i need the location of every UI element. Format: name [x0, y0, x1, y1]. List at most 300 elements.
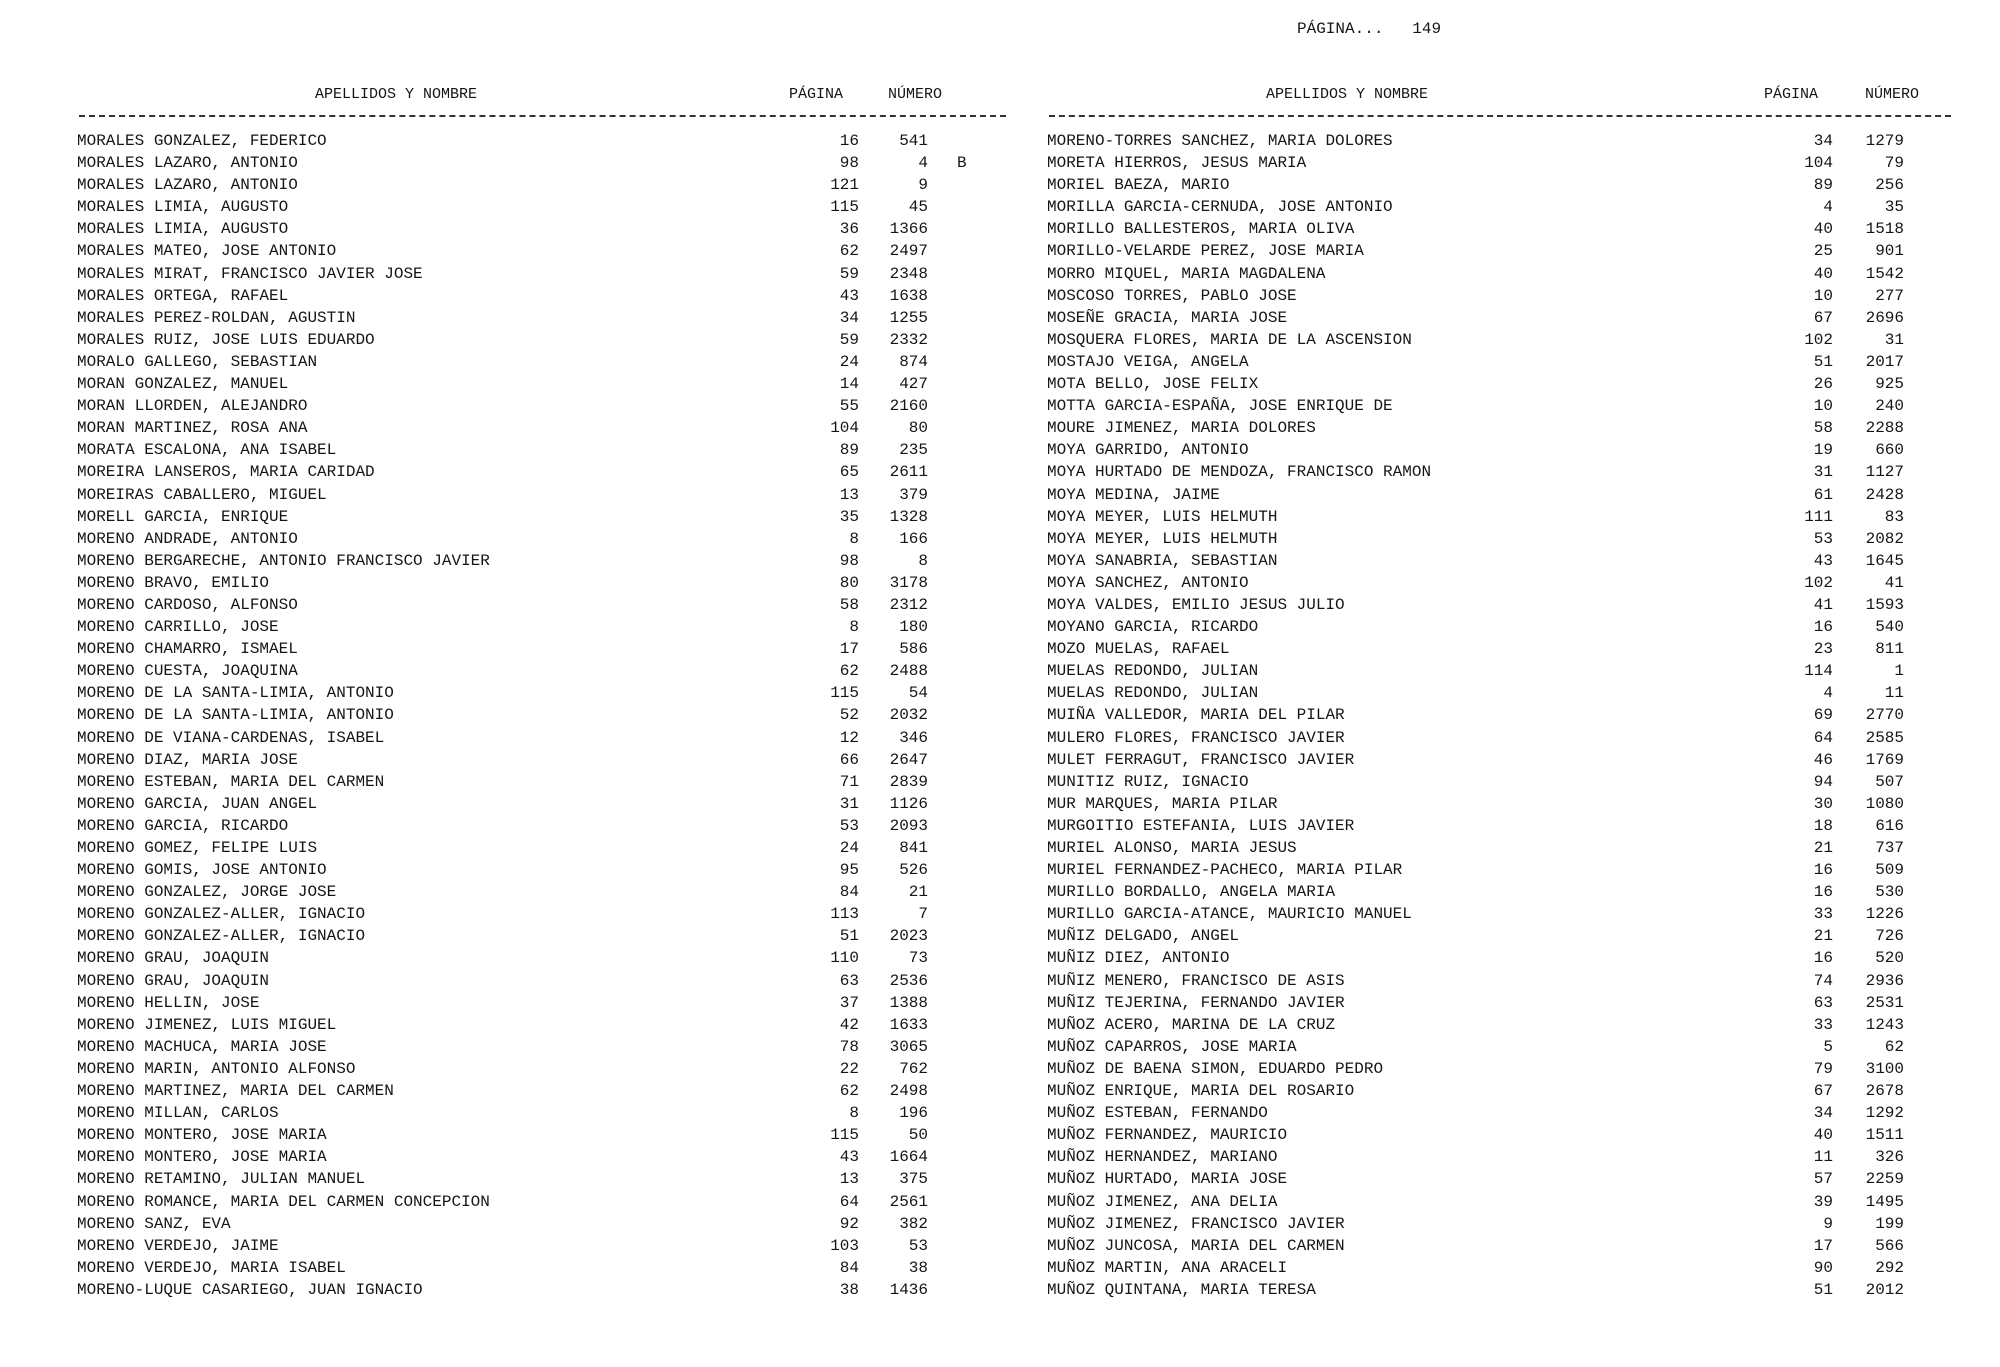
entry-number: 1511	[1865, 1126, 1904, 1145]
entry-page: 21	[1813, 839, 1833, 857]
entry-number: 2428	[1865, 485, 1904, 504]
entry-number: 841	[899, 839, 928, 857]
entry-number: 1388	[889, 993, 928, 1012]
entry-name: MORENO MONTERO, JOSE MARIA	[77, 1148, 327, 1167]
page-number-header	[1297, 20, 1441, 38]
right-divider	[1049, 115, 1951, 117]
entry-page: 5	[1823, 1037, 1833, 1056]
entry-name: MUÑOZ ESTEBAN, FERNANDO	[1047, 1104, 1268, 1123]
entry-page: 51	[1813, 1280, 1833, 1299]
entry-name: MORENO CUESTA, JOAQUINA	[77, 662, 298, 681]
entry-number: 382	[899, 1214, 928, 1233]
entry-name: MORAN GONZALEZ, MANUEL	[77, 375, 289, 394]
page-number: 149	[1412, 20, 1442, 38]
entry-page: 10	[1813, 397, 1833, 416]
entry-page: 51	[1813, 352, 1833, 371]
entry-page: 90	[1813, 1258, 1833, 1277]
entry-name: MORENO VERDEJO, MARIA ISABEL	[77, 1258, 346, 1277]
entry-number: 2023	[889, 927, 928, 946]
entry-name: MORENO MARIN, ANTONIO ALFONSO	[77, 1059, 356, 1078]
entry-number: 2012	[1865, 1280, 1904, 1299]
entry-number: 3100	[1865, 1059, 1904, 1078]
entry-number: 7	[918, 905, 928, 924]
entry-name: MORENO GARCIA, RICARDO	[77, 816, 289, 835]
entry-number: 530	[1875, 883, 1904, 902]
entry-page: 25	[1813, 242, 1833, 261]
entry-name: MORENO CHAMARRO, ISMAEL	[77, 640, 298, 659]
entry-number: 196	[899, 1104, 928, 1123]
entry-number: 79	[1884, 154, 1904, 173]
entry-name: MORALES LAZARO, ANTONIO	[77, 154, 298, 173]
entry-number: 31	[1884, 330, 1904, 349]
entry-page: 121	[830, 176, 859, 195]
entry-page: 111	[1804, 507, 1833, 526]
entry-name: MURIEL ALONSO, MARIA JESUS	[1047, 839, 1297, 857]
entry-page: 61	[1813, 485, 1833, 504]
entry-number: 566	[1875, 1236, 1904, 1255]
entry-name: MUÑIZ DIEZ, ANTONIO	[1047, 949, 1230, 968]
entry-name: MORENO ANDRADE, ANTONIO	[77, 529, 298, 548]
entry-number: 1664	[889, 1148, 928, 1167]
left-header-number: NÚMERO	[888, 86, 943, 103]
entry-page: 66	[839, 750, 859, 769]
entry-number: 80	[908, 419, 928, 438]
entry-page: 78	[839, 1037, 859, 1056]
entry-number: 2647	[889, 750, 928, 769]
entry-page: 43	[839, 1148, 859, 1167]
entry-number: 1279	[1865, 132, 1904, 150]
entry-name: MORENO GONZALEZ-ALLER, IGNACIO	[77, 905, 366, 924]
entry-page: 8	[849, 1104, 859, 1123]
entry-name: MORENO GRAU, JOAQUIN	[77, 971, 270, 990]
entry-name: MOZO MUELAS, RAFAEL	[1047, 640, 1230, 659]
entry-number: 2312	[889, 595, 928, 614]
entry-name: MORENO MACHUCA, MARIA JOSE	[77, 1037, 327, 1056]
entry-page: 51	[839, 927, 859, 946]
entry-number: 1226	[1865, 905, 1904, 924]
entry-name: MOSCOSO TORRES, PABLO JOSE	[1047, 286, 1297, 305]
entry-page: 71	[839, 772, 859, 791]
entry-number: 925	[1875, 375, 1904, 394]
entry-name: MULET FERRAGUT, FRANCISCO JAVIER	[1047, 750, 1355, 769]
entry-mark: B	[957, 154, 967, 173]
entry-name: MORENO MILLAN, CARLOS	[77, 1104, 279, 1123]
entry-page: 102	[1804, 330, 1833, 349]
entry-number: 616	[1875, 816, 1904, 835]
entry-page: 16	[1813, 883, 1833, 902]
entry-page: 115	[830, 1126, 859, 1145]
page-label: PÁGINA...	[1297, 20, 1384, 38]
entry-number: 427	[899, 375, 928, 394]
right-header-name: APELLIDOS Y NOMBRE	[1266, 86, 1429, 103]
entry-name: MOREIRAS CABALLERO, MIGUEL	[77, 485, 327, 504]
entry-name: MORALES PEREZ-ROLDAN, AGUSTIN	[77, 308, 356, 327]
entry-name: MUÑOZ ACERO, MARINA DE LA CRUZ	[1047, 1015, 1336, 1034]
entry-number: 326	[1875, 1148, 1904, 1167]
entry-number: 1645	[1865, 551, 1904, 570]
entry-name: MORALES MIRAT, FRANCISCO JAVIER JOSE	[77, 264, 423, 283]
entry-name: MORENO CARRILLO, JOSE	[77, 618, 279, 637]
entry-page: 59	[839, 330, 859, 349]
entry-number: 1255	[889, 308, 928, 327]
entry-number: 2696	[1865, 308, 1904, 327]
entry-page: 31	[1813, 463, 1833, 482]
entry-number: 2497	[889, 242, 928, 261]
entry-page: 24	[839, 352, 859, 371]
entry-name: MORENO VERDEJO, JAIME	[77, 1236, 279, 1255]
entry-page: 38	[839, 1280, 859, 1299]
entry-name: MORENO HELLIN, JOSE	[77, 993, 260, 1012]
entry-page: 16	[1813, 949, 1833, 968]
entry-page: 36	[839, 220, 859, 239]
entry-number: 45	[908, 198, 928, 217]
entry-page: 84	[839, 1258, 859, 1277]
entry-number: 737	[1875, 839, 1904, 857]
left-header-page: PÁGINA	[789, 86, 844, 103]
entry-name: MOYA MEDINA, JAIME	[1047, 485, 1220, 504]
entry-name: MOYA MEYER, LUIS HELMUTH	[1047, 507, 1278, 526]
entry-name: MUÑOZ DE BAENA SIMON, EDUARDO PEDRO	[1047, 1059, 1384, 1078]
entry-number: 1769	[1865, 750, 1904, 769]
entry-page: 59	[839, 264, 859, 283]
entry-number: 1127	[1865, 463, 1904, 482]
entry-number: 1436	[889, 1280, 928, 1299]
entry-name: MORENO GOMEZ, FELIPE LUIS	[77, 839, 318, 857]
entry-name: MOYA MEYER, LUIS HELMUTH	[1047, 529, 1278, 548]
entry-number: 166	[899, 529, 928, 548]
entry-number: 2536	[889, 971, 928, 990]
entry-number: 762	[899, 1059, 928, 1078]
entry-name: MORENO DE LA SANTA-LIMIA, ANTONIO	[77, 706, 394, 725]
entry-name: MUÑOZ QUINTANA, MARIA TERESA	[1047, 1280, 1316, 1299]
entry-name: MURILLO GARCIA-ATANCE, MAURICIO MANUEL	[1047, 905, 1412, 924]
entry-page: 62	[839, 662, 859, 681]
entry-number: 2082	[1865, 529, 1904, 548]
entry-name: MORENO GRAU, JOAQUIN	[77, 949, 270, 968]
entry-name: MORALES ORTEGA, RAFAEL	[77, 286, 289, 305]
entry-name: MORILLO-VELARDE PEREZ, JOSE MARIA	[1047, 242, 1364, 261]
entry-name: MORRO MIQUEL, MARIA MAGDALENA	[1047, 264, 1326, 283]
right-header-number: NÚMERO	[1865, 86, 1920, 103]
entry-number: 586	[899, 640, 928, 659]
entry-number: 2160	[889, 397, 928, 416]
entry-page: 40	[1813, 264, 1833, 283]
entry-page: 64	[839, 1192, 859, 1211]
entry-page: 8	[849, 618, 859, 637]
entry-page: 58	[1813, 419, 1833, 438]
entry-name: MOSQUERA FLORES, MARIA DE LA ASCENSION	[1047, 330, 1412, 349]
entry-page: 24	[839, 839, 859, 857]
entry-number: 256	[1875, 176, 1904, 195]
entry-page: 43	[839, 286, 859, 305]
entry-page: 62	[839, 1082, 859, 1101]
entry-number: 1495	[1865, 1192, 1904, 1211]
entry-page: 94	[1813, 772, 1833, 791]
entry-page: 8	[849, 529, 859, 548]
entry-number: 811	[1875, 640, 1904, 659]
entry-number: 874	[899, 352, 928, 371]
entry-name: MORILLA GARCIA-CERNUDA, JOSE ANTONIO	[1047, 198, 1393, 217]
entry-page: 34	[1813, 1104, 1833, 1123]
entry-page: 89	[839, 441, 859, 460]
entry-number: 180	[899, 618, 928, 637]
entry-page: 69	[1813, 706, 1833, 725]
entry-number: 83	[1884, 507, 1904, 526]
entry-page: 33	[1813, 905, 1833, 924]
entry-name: MUÑOZ JIMENEZ, ANA DELIA	[1047, 1192, 1278, 1211]
entry-number: 21	[908, 883, 928, 902]
entry-name: MORENO GONZALEZ-ALLER, IGNACIO	[77, 927, 366, 946]
entry-page: 104	[830, 419, 859, 438]
entry-number: 2017	[1865, 352, 1904, 371]
entry-number: 2488	[889, 662, 928, 681]
entry-name: MORILLO BALLESTEROS, MARIA OLIVA	[1047, 220, 1355, 239]
entry-page: 34	[839, 308, 859, 327]
entry-page: 63	[1813, 993, 1833, 1012]
entry-name: MUELAS REDONDO, JULIAN	[1047, 684, 1259, 703]
entry-number: 62	[1884, 1037, 1904, 1056]
entry-page: 4	[1823, 198, 1833, 217]
entry-page: 98	[839, 154, 859, 173]
entry-number: 2585	[1865, 728, 1904, 747]
entry-name: MORENO JIMENEZ, LUIS MIGUEL	[77, 1015, 337, 1034]
left-divider	[79, 115, 1006, 117]
entry-number: 2348	[889, 264, 928, 283]
entry-name: MORENO RETAMINO, JULIAN MANUEL	[77, 1170, 366, 1189]
entry-number: 2678	[1865, 1082, 1904, 1101]
entry-page: 67	[1813, 1082, 1833, 1101]
entry-name: MUÑOZ MARTIN, ANA ARACELI	[1047, 1258, 1288, 1277]
entry-number: 1366	[889, 220, 928, 239]
entry-page: 64	[1813, 728, 1833, 747]
entry-name: MOTA BELLO, JOSE FELIX	[1047, 375, 1259, 394]
entry-number: 199	[1875, 1214, 1904, 1233]
entry-number: 541	[899, 132, 928, 150]
entry-name: MUÑOZ ENRIQUE, MARIA DEL ROSARIO	[1047, 1082, 1355, 1101]
entry-number: 660	[1875, 441, 1904, 460]
entry-page: 31	[839, 794, 859, 813]
entry-name: MORETA HIERROS, JESUS MARIA	[1047, 154, 1307, 173]
right-header-page: PÁGINA	[1764, 86, 1819, 103]
entry-page: 41	[1813, 595, 1833, 614]
entry-name: MORENO GONZALEZ, JORGE JOSE	[77, 883, 337, 902]
entry-number: 379	[899, 485, 928, 504]
entry-page: 114	[1804, 662, 1833, 681]
entry-page: 4	[1823, 684, 1833, 703]
entry-number: 54	[908, 684, 928, 703]
entry-name: MUÑOZ CAPARROS, JOSE MARIA	[1047, 1037, 1297, 1056]
entry-page: 92	[839, 1214, 859, 1233]
entry-name: MORENO MONTERO, JOSE MARIA	[77, 1126, 327, 1145]
entry-name: MORALES LIMIA, AUGUSTO	[77, 220, 289, 239]
entry-page: 53	[1813, 529, 1833, 548]
entry-page: 16	[839, 132, 859, 150]
entry-name: MOYA GARRIDO, ANTONIO	[1047, 441, 1249, 460]
entry-number: 3065	[889, 1037, 928, 1056]
entry-number: 1518	[1865, 220, 1904, 239]
entry-number: 50	[908, 1126, 928, 1145]
entry-number: 526	[899, 861, 928, 880]
entry-name: MUR MARQUES, MARIA PILAR	[1047, 794, 1278, 813]
entry-number: 292	[1875, 1258, 1904, 1277]
entry-page: 74	[1813, 971, 1833, 990]
entry-number: 1633	[889, 1015, 928, 1034]
entry-number: 2498	[889, 1082, 928, 1101]
entry-page: 79	[1813, 1059, 1833, 1078]
entry-name: MORALES LIMIA, AUGUSTO	[77, 198, 289, 217]
entry-page: 80	[839, 573, 859, 592]
entry-page: 62	[839, 242, 859, 261]
entry-name: MORAN LLORDEN, ALEJANDRO	[77, 397, 308, 416]
entry-name: MURIEL FERNANDEZ-PACHECO, MARIA PILAR	[1047, 861, 1403, 880]
entry-page: 115	[830, 198, 859, 217]
entry-page: 103	[830, 1236, 859, 1255]
entry-number: 901	[1875, 242, 1904, 261]
entry-page: 18	[1813, 816, 1833, 835]
entry-number: 53	[908, 1236, 928, 1255]
entry-name: MUÑOZ FERNANDEZ, MAURICIO	[1047, 1126, 1288, 1145]
entry-page: 98	[839, 551, 859, 570]
entry-page: 89	[1813, 176, 1833, 195]
entry-number: 1328	[889, 507, 928, 526]
entry-page: 40	[1813, 220, 1833, 239]
entry-number: 509	[1875, 861, 1904, 880]
entry-number: 1292	[1865, 1104, 1904, 1123]
entry-number: 2936	[1865, 971, 1904, 990]
entry-name: MUÑOZ HURTADO, MARIA JOSE	[1047, 1170, 1288, 1189]
entry-number: 726	[1875, 927, 1904, 946]
entry-number: 9	[918, 176, 928, 195]
entry-name: MORENO ESTEBAN, MARIA DEL CARMEN	[77, 772, 385, 791]
entry-page: 9	[1823, 1214, 1833, 1233]
entry-name: MORENO DIAZ, MARIA JOSE	[77, 750, 298, 769]
entry-page: 11	[1813, 1148, 1833, 1167]
entry-page: 57	[1813, 1170, 1833, 1189]
entry-page: 43	[1813, 551, 1833, 570]
entry-number: 8	[918, 551, 928, 570]
entry-page: 39	[1813, 1192, 1833, 1211]
entry-name: MOSTAJO VEIGA, ANGELA	[1047, 352, 1249, 371]
entry-page: 14	[839, 375, 859, 394]
entry-name: MUIÑA VALLEDOR, MARIA DEL PILAR	[1047, 706, 1345, 725]
entry-number: 375	[899, 1170, 928, 1189]
entry-page: 17	[839, 640, 859, 659]
entry-page: 42	[839, 1015, 859, 1034]
entry-number: 1593	[1865, 595, 1904, 614]
entry-page: 63	[839, 971, 859, 990]
entry-name: MORALES RUIZ, JOSE LUIS EDUARDO	[77, 330, 375, 349]
entry-page: 16	[1813, 618, 1833, 637]
entry-name: MORENO DE LA SANTA-LIMIA, ANTONIO	[77, 684, 394, 703]
entry-name: MUÑIZ MENERO, FRANCISCO DE ASIS	[1047, 971, 1345, 990]
entry-number: 35	[1884, 198, 1904, 217]
entry-page: 37	[839, 993, 859, 1012]
entry-name: MORENO DE VIANA-CARDENAS, ISABEL	[77, 728, 385, 747]
entry-page: 84	[839, 883, 859, 902]
entry-name: MOYA SANABRIA, SEBASTIAN	[1047, 551, 1278, 570]
entry-page: 65	[839, 463, 859, 482]
left-header-name: APELLIDOS Y NOMBRE	[315, 86, 478, 103]
entry-number: 73	[908, 949, 928, 968]
entry-page: 34	[1813, 132, 1833, 150]
entry-page: 22	[839, 1059, 859, 1078]
entry-page: 23	[1813, 640, 1833, 659]
entry-name: MORENO BRAVO, EMILIO	[77, 573, 270, 592]
entry-number: 11	[1884, 684, 1904, 703]
entry-number: 1638	[889, 286, 928, 305]
entry-name: MOURE JIMENEZ, MARIA DOLORES	[1047, 419, 1316, 438]
entry-name: MORELL GARCIA, ENRIQUE	[77, 507, 289, 526]
entry-name: MORENO MARTINEZ, MARIA DEL CARMEN	[77, 1082, 394, 1101]
entry-page: 26	[1813, 375, 1833, 394]
entry-number: 346	[899, 728, 928, 747]
entry-page: 95	[839, 861, 859, 880]
entry-number: 1542	[1865, 264, 1904, 283]
entry-number: 235	[899, 441, 928, 460]
entry-page: 102	[1804, 573, 1833, 592]
entry-page: 110	[830, 949, 859, 968]
entry-number: 2531	[1865, 993, 1904, 1012]
entry-number: 3178	[889, 573, 928, 592]
entry-number: 2839	[889, 772, 928, 791]
entry-name: MUÑIZ DELGADO, ANGEL	[1047, 927, 1240, 946]
entry-name: MURILLO BORDALLO, ANGELA MARIA	[1047, 883, 1336, 902]
entry-name: MOTTA GARCIA-ESPAÑA, JOSE ENRIQUE DE	[1047, 397, 1393, 416]
entry-name: MOSEÑE GRACIA, MARIA JOSE	[1047, 308, 1288, 327]
entry-name: MOREIRA LANSEROS, MARIA CARIDAD	[77, 463, 375, 482]
entry-name: MUELAS REDONDO, JULIAN	[1047, 662, 1259, 681]
entry-number: 2032	[889, 706, 928, 725]
entry-name: MORATA ESCALONA, ANA ISABEL	[77, 441, 337, 460]
entry-name: MUÑOZ JUNCOSA, MARIA DEL CARMEN	[1047, 1236, 1345, 1255]
entry-name: MORALES LAZARO, ANTONIO	[77, 176, 298, 195]
entry-page: 53	[839, 816, 859, 835]
entry-number: 2561	[889, 1192, 928, 1211]
entry-page: 55	[839, 397, 859, 416]
entry-name: MORENO CARDOSO, ALFONSO	[77, 595, 298, 614]
entry-name: MURGOITIO ESTEFANIA, LUIS JAVIER	[1047, 816, 1355, 835]
entry-page: 13	[839, 1170, 859, 1189]
entry-page: 104	[1804, 154, 1833, 173]
entry-name: MUÑOZ HERNANDEZ, MARIANO	[1047, 1148, 1278, 1167]
entry-page: 21	[1813, 927, 1833, 946]
entry-name: MOYA VALDES, EMILIO JESUS JULIO	[1047, 595, 1345, 614]
entry-page: 113	[830, 905, 859, 924]
entry-number: 520	[1875, 949, 1904, 968]
entry-name: MORENO ROMANCE, MARIA DEL CARMEN CONCEPCION	[77, 1192, 490, 1211]
entry-name: MORENO BERGARECHE, ANTONIO FRANCISCO JAVIER	[77, 551, 490, 570]
entry-number: 2332	[889, 330, 928, 349]
entry-name: MORENO SANZ, EVA	[77, 1214, 231, 1233]
entry-name: MORALES GONZALEZ, FEDERICO	[77, 132, 327, 150]
entry-page: 19	[1813, 441, 1833, 460]
entry-number: 277	[1875, 286, 1904, 305]
entry-number: 2611	[889, 463, 928, 482]
entry-number: 2093	[889, 816, 928, 835]
entry-number: 2770	[1865, 706, 1904, 725]
entry-number: 2288	[1865, 419, 1904, 438]
entry-page: 58	[839, 595, 859, 614]
entry-name: MORENO GOMIS, JOSE ANTONIO	[77, 861, 327, 880]
entry-number: 507	[1875, 772, 1904, 791]
entry-number: 1243	[1865, 1015, 1904, 1034]
entry-name: MORALES MATEO, JOSE ANTONIO	[77, 242, 337, 261]
entry-number: 1	[1894, 662, 1904, 681]
entry-page: 12	[839, 728, 859, 747]
entry-name: MORENO-TORRES SANCHEZ, MARIA DOLORES	[1047, 132, 1393, 150]
entry-page: 16	[1813, 861, 1833, 880]
entry-number: 540	[1875, 618, 1904, 637]
